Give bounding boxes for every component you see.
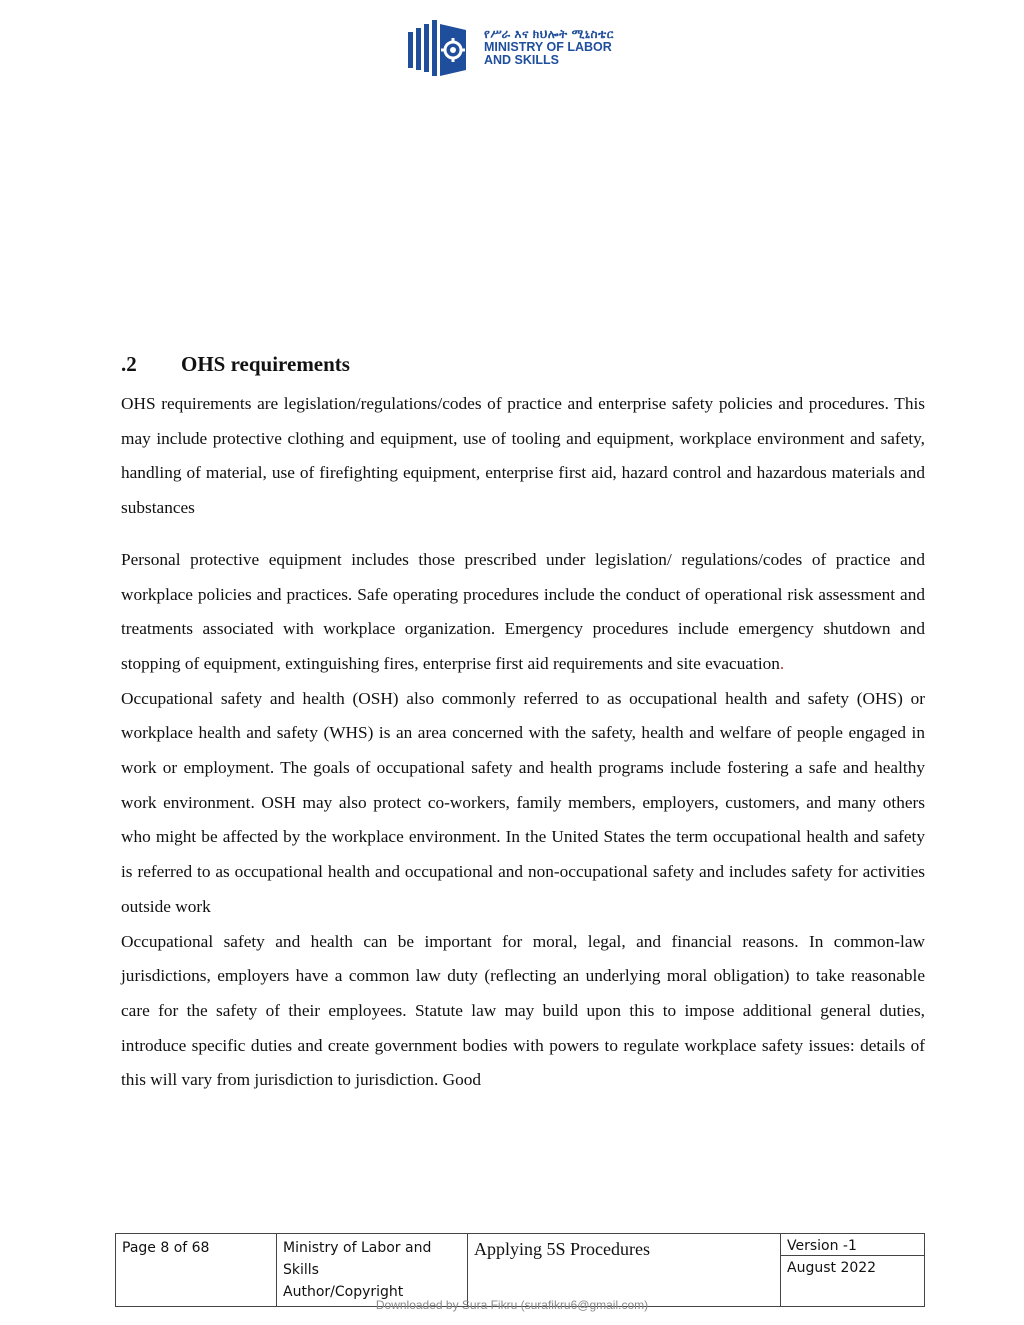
paragraph: OHS requirements are legislation/regulations/codes of practice and enterprise safety policies and procedures. This may include protective clothing and equipment, use of tooling and equipment, workplace environment and safety, handling of material, use of firefighting equipment, enterprise first aid, hazard control and hazardous materials and substances xyxy=(121,394,925,518)
logo-english-line1: MINISTRY OF LABOR xyxy=(484,40,612,54)
paragraph: Occupational safety and health can be important for moral, legal, and financial reasons. In common-law jurisdictions, employers have a common law duty (reflecting an underlying moral obligation) to take reasonable care for the safety of their employees. Statute law may build upon this to impose additional general duties, introduce specific duties and create government bodies with powers to regulate workplace safety issues: details of this will vary from jurisdiction to jurisdiction. Good xyxy=(121,931,925,1090)
logo-amharic-name: የሥራ እና ክህሎት ሚኒስቴር xyxy=(484,27,614,41)
footer-table xyxy=(115,1233,925,1307)
body-text xyxy=(121,387,925,1098)
paragraph xyxy=(121,543,925,682)
paragraph: Occupational safety and health (OSH) also commonly referred to as occupational health and safety (OHS) or workplace health and safety (WHS) is an area concerned with the safety, health and welfare of people engaged in work or employment. The goals of occupational safety and health programs include fostering a safe and healthy work environment. OSH may also protect co-workers, family members, employers, customers, and many others who might be affected by the workplace environment. In the United States the term occupational health and safety is referred to as occupational health and occupational and non-occupational safety and includes safety for activities outside work xyxy=(121,688,925,916)
logo-english-line2: AND SKILLS xyxy=(484,53,559,67)
footer-date: August 2022 xyxy=(787,1260,877,1276)
section-number: .2 xyxy=(121,352,137,376)
footer-version-cell xyxy=(781,1234,925,1307)
logo-text xyxy=(484,28,614,67)
download-watermark: Downloaded by Sura Fikru (surafikru6@gmail.com) xyxy=(375,1298,649,1312)
paragraph-text: Personal protective equipment includes those prescribed under legislation/ regulations/codes of practice and workplace policies and practices. Safe operating procedures include the conduct of operational risk assessment and treatments associated with workplace organization. Emergency procedures include emergency shutdown and stopping of equipment, extinguishing fires, enterprise first aid requirements and site evacuation xyxy=(121,549,925,673)
footer-version: Version -1 xyxy=(781,1234,924,1256)
ministry-logo xyxy=(408,18,648,78)
ministry-emblem-icon xyxy=(408,20,466,76)
footer-organization xyxy=(277,1234,468,1307)
footer-org-line: Skills xyxy=(283,1262,319,1278)
footer-page-number: Page 8 of 68 xyxy=(116,1234,277,1307)
section-title: OHS requirements xyxy=(181,352,350,376)
footer-document-title: Applying 5S Procedures xyxy=(468,1234,781,1307)
footer-org-line: Author/Copyright xyxy=(283,1284,404,1300)
section-heading xyxy=(121,352,350,377)
footer-org-line: Ministry of Labor and xyxy=(283,1240,432,1256)
paragraph-end-mark: . xyxy=(779,653,785,673)
